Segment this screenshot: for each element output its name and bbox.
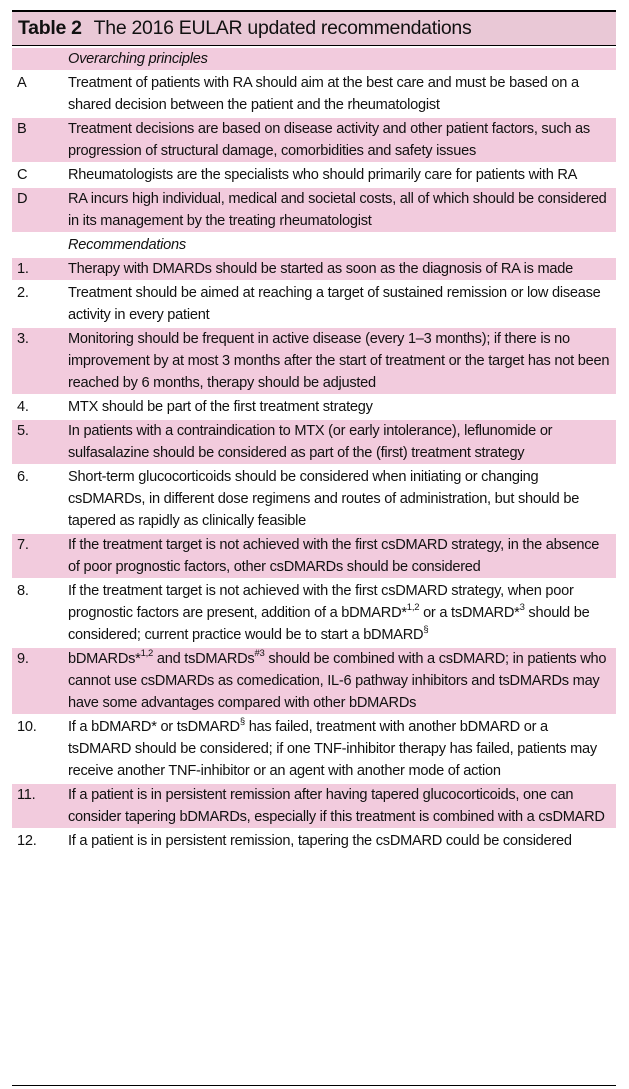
row-label: A: [17, 75, 27, 91]
row-text: Treatment of patients with RA should aim at the best care and must be based on a shared decision between the patient and the rheumatologist: [68, 75, 579, 113]
row-label: 5.: [17, 423, 29, 439]
row-text: Treatment should be aimed at reaching a target of sustained remission or low disease activity in every patient: [68, 285, 601, 323]
row-label: 4.: [17, 399, 29, 415]
row-label: C: [17, 167, 28, 183]
section-title: Overarching principles: [68, 51, 208, 67]
row-text: If the treatment target is not achieved with the first csDMARD strategy, when poor prognostic factors are present, addition of a bDMARD*$^{1,2}$ or a tsDMARD*$^3$ should be considered; current practice would be to start a bDMARD§: [68, 583, 590, 643]
footnote-marker: 1,2: [406, 602, 420, 614]
footnote-marker: §: [423, 624, 429, 636]
row-label: 9.: [17, 651, 29, 667]
row-text: bDMARDs*$^{1,2}$ and tsDMARDs$^{\#3}$ should be combined with a csDMARD; in patients who cannot use csDMARDs as comedication, IL-6 pathway inhibitors and tsDMARDs may have some advantages compared with other bDMARDs: [68, 648, 607, 711]
row-label: B: [17, 121, 27, 137]
table-row: [12, 532, 616, 580]
footnote-marker: 3: [519, 602, 525, 614]
row-text: If a patient is in persistent remission after having tapered glucocorticoids, one can consider tapering bDMARDs, especially if this treatment is combined with a csDMARD: [68, 787, 605, 825]
recommendations-table: [12, 10, 616, 1086]
row-text: In patients with a contraindication to MTX (or early intolerance), leflunomide or sulfasalazine should be considered as part of the (first) treatment strategy: [68, 423, 553, 461]
row-text: MTX should be part of the first treatment strategy: [68, 399, 373, 415]
table-row: [12, 282, 616, 326]
table-row: [12, 466, 616, 532]
table-row: [12, 418, 616, 466]
footnote-marker: 1,2: [140, 648, 154, 660]
row-text: If a patient is in persistent remission, tapering the csDMARD could be considered: [68, 833, 572, 849]
table-title: The 2016 EULAR updated recommendations: [93, 17, 472, 39]
section-heading-overarching: [12, 46, 616, 72]
table-header: [12, 12, 616, 46]
table-row: [12, 580, 616, 646]
table-row: [12, 830, 616, 852]
row-text: Short-term glucocorticoids should be considered when initiating or changing csDMARDs, in different dose regimens and routes of administration, but should be tapered as rapidly as clinically feasible: [68, 469, 580, 529]
row-label: 2.: [17, 285, 29, 301]
row-label: 11.: [17, 787, 36, 803]
table-row: [12, 116, 616, 164]
row-label: D: [17, 191, 28, 207]
table-row: [12, 646, 616, 716]
footnote-marker: §: [239, 716, 245, 728]
row-text: Rheumatologists are the specialists who should primarily care for patients with RA: [68, 167, 578, 183]
row-text: Treatment decisions are based on disease activity and other patient factors, such as progression of structural damage, comorbidities and safety issues: [68, 121, 590, 159]
table-row: [12, 326, 616, 396]
row-text: RA incurs high individual, medical and societal costs, all of which should be considered in its management by the treating rheumatologist: [68, 191, 607, 229]
section-title: Recommendations: [68, 237, 186, 253]
row-text: Therapy with DMARDs should be started as soon as the diagnosis of RA is made: [68, 261, 574, 277]
table-number: Table 2: [18, 17, 82, 39]
row-label: 1.: [17, 261, 29, 277]
table-row: [12, 164, 616, 186]
table-row: [12, 782, 616, 830]
footnote-marker: #3: [254, 648, 265, 660]
row-text: Monitoring should be frequent in active disease (every 1–3 months); if there is no improvement by at most 3 months after the start of treatment or the target has not been reached by 6 months, therapy should be adjusted: [68, 331, 610, 391]
table-row: [12, 396, 616, 418]
row-text: If the treatment target is not achieved with the first csDMARD strategy, in the absence of poor prognostic factors, other csDMARDs should be considered: [68, 537, 600, 575]
table-row: [12, 186, 616, 234]
row-text: If a bDMARD* or tsDMARD§ has failed, treatment with another bDMARD or a tsDMARD should be considered; if one TNF-inhibitor therapy has failed, patients may receive another TNF-inhibitor or an agent with another mode of action: [68, 716, 597, 779]
row-label: 6.: [17, 469, 29, 485]
row-label: 3.: [17, 331, 29, 347]
row-label: 10.: [17, 719, 37, 735]
table-row: [12, 72, 616, 116]
section-heading-recommendations: [12, 234, 616, 256]
row-label: 8.: [17, 583, 29, 599]
row-label: 7.: [17, 537, 29, 553]
table-row: [12, 256, 616, 282]
row-label: 12.: [17, 833, 37, 849]
table-row: [12, 716, 616, 782]
